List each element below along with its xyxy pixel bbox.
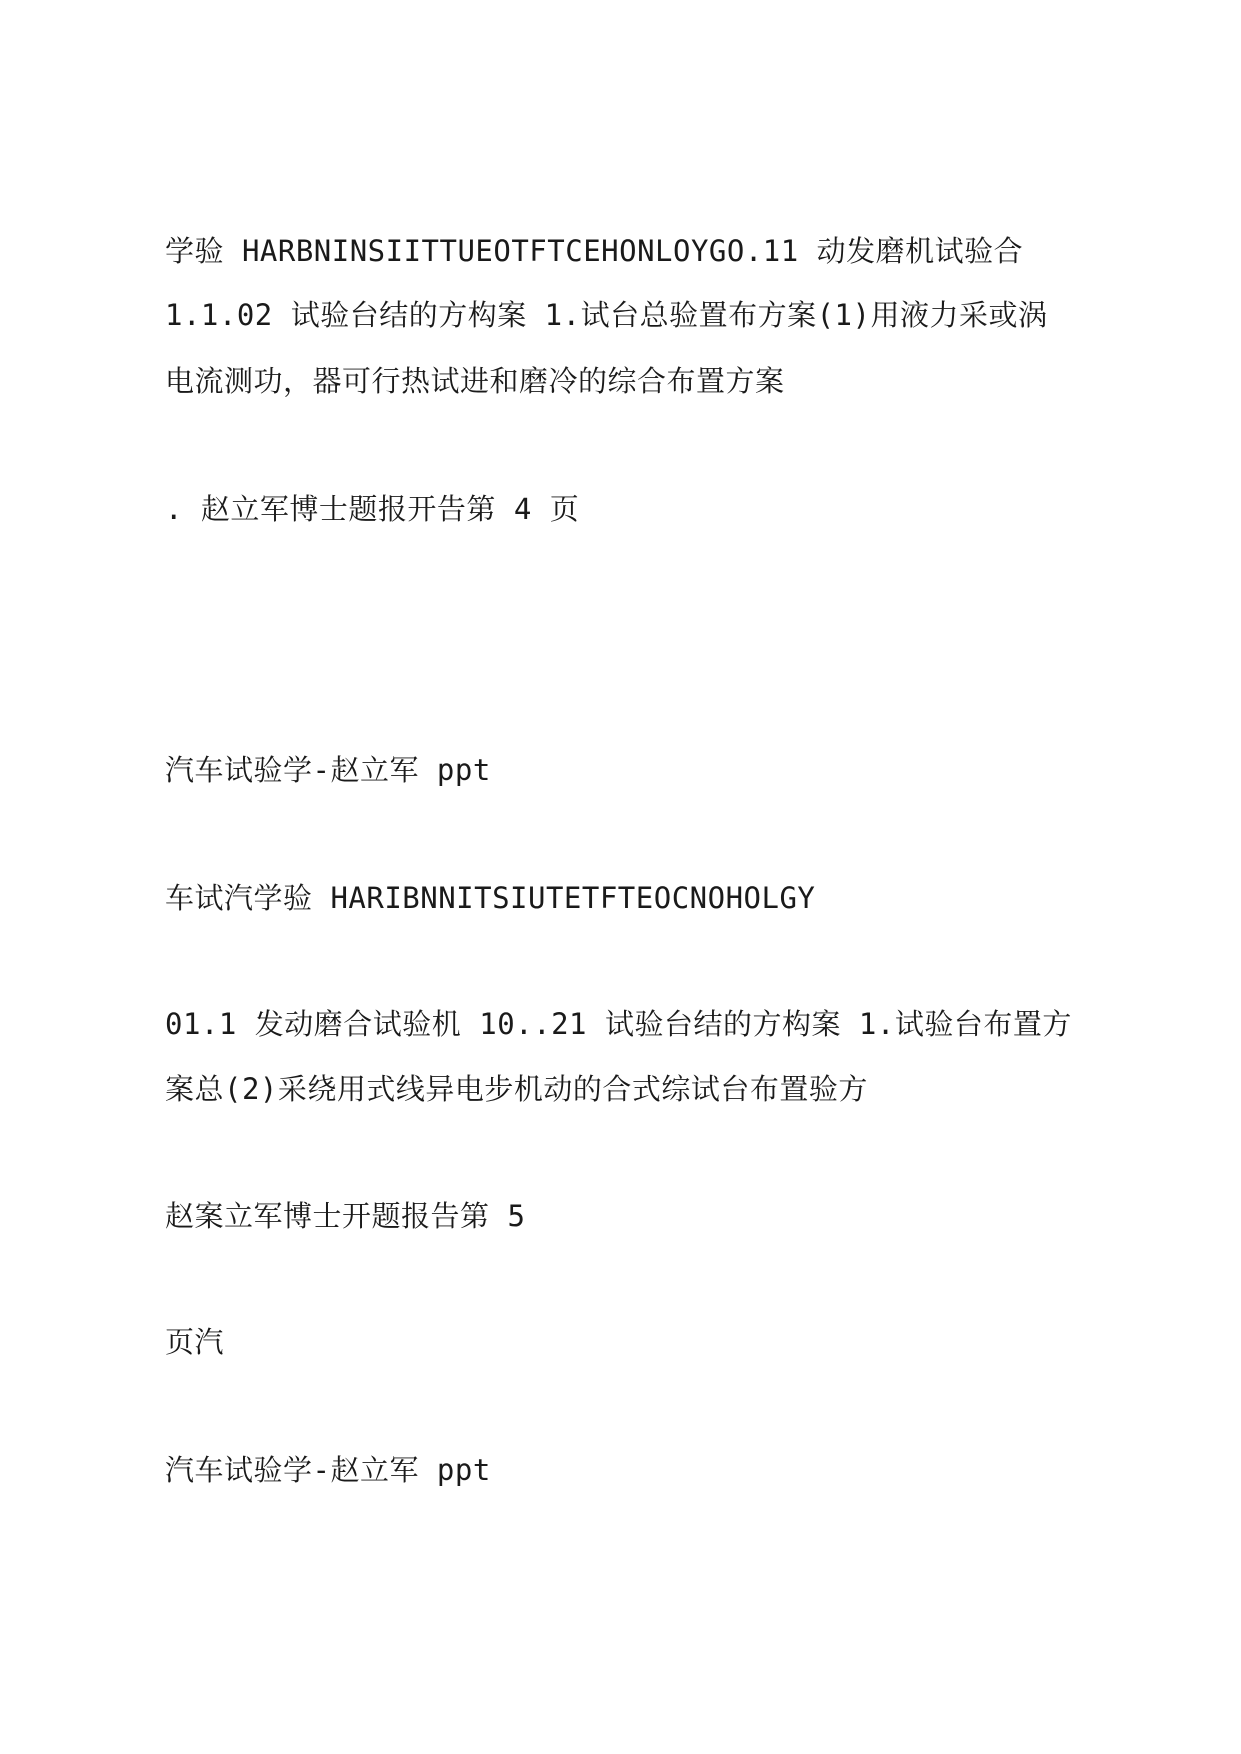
text-line: 01.1 发动磨合试验机 10..21 试验台结的方构案 1.试验台布置方 [165, 1007, 1072, 1041]
text-line: 电流测功，器可行热试进和磨冷的综合布置方案 [165, 364, 785, 398]
text-line: 赵案立军博士开题报告第 5 [165, 1199, 526, 1233]
text-line: . 赵立军博士题报开告第 4 页 [165, 492, 580, 526]
text-line: 1.1.02 试验台结的方构案 1.试台总验置布方案(1)用液力采或涡 [165, 298, 1048, 332]
text-line: 案总(2)采绕用式线异电步机动的合式综试台布置验方 [165, 1072, 868, 1106]
text-line: 汽车试验学-赵立军 ppt [165, 753, 491, 787]
text-line: 学验 HARBNINSIITTUEOTFTCEHONLOYGO.11 动发磨机试验合 [165, 234, 1024, 268]
text-line: 汽车试验学-赵立军 ppt [165, 1453, 491, 1487]
text-line: 车试汽学验 HARIBNNITSIUTETFTEOCNOHOLGY [165, 881, 816, 915]
text-line: 页汽 [165, 1325, 225, 1359]
